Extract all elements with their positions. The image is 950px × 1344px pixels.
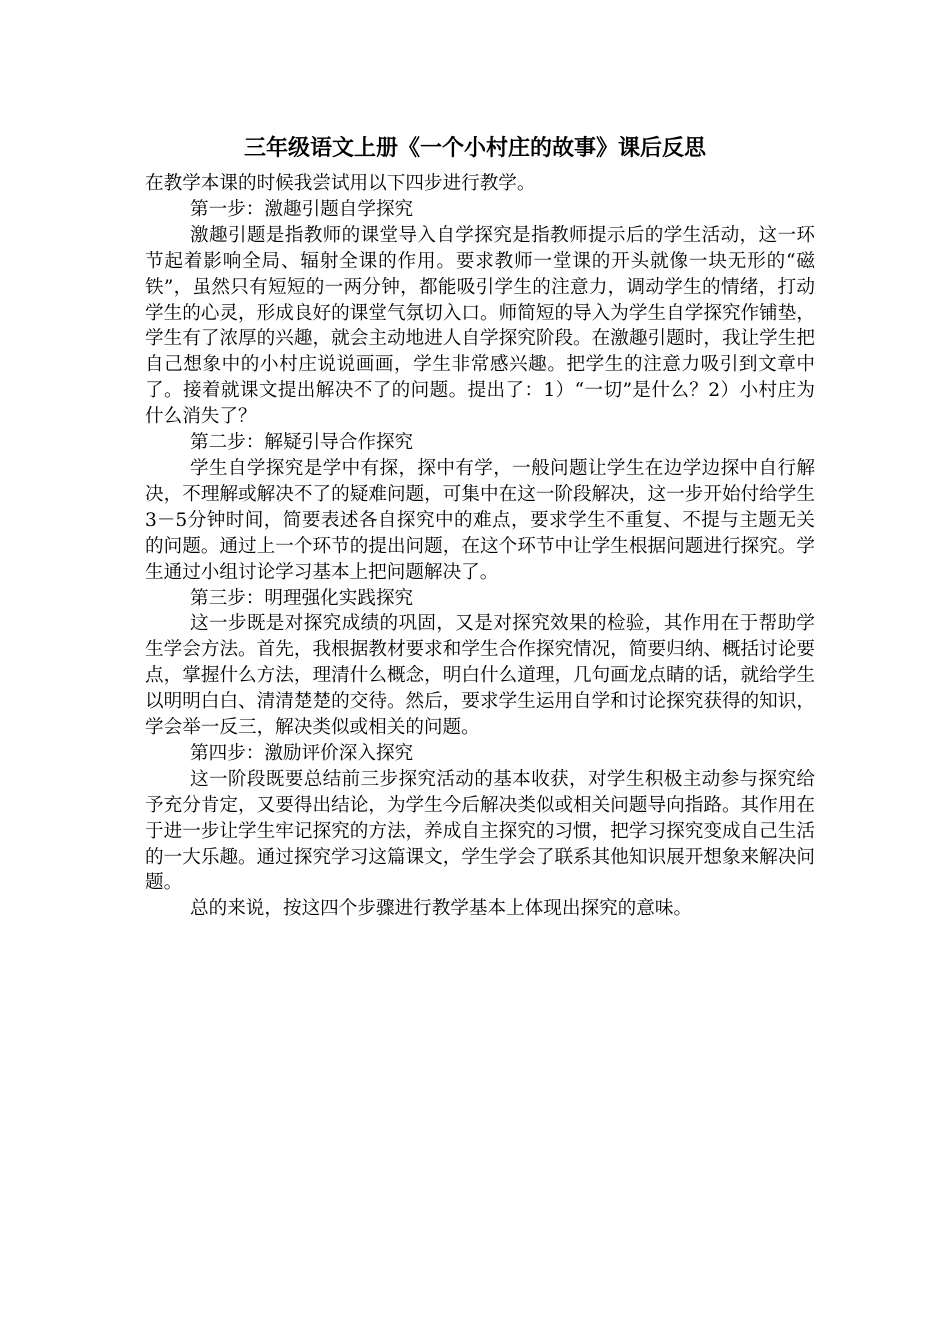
step-2-paragraph: 学生自学探究是学中有探，探中有学，一般问题让学生在边学边探中自行解决，不理解或解决不了的疑难问题，可集中在这一阶段解决，这一步开始付给学生3－5分钟时间，简要表述各自探究中的难点，要求学生不重复、不提与主题无关的问题。通过上一个环节的提出问题，在这个环节中让学生根据问题进行探究。学生通过小组讨论学习基本上把问题解决了。 [145,457,815,583]
document-title: 三年级语文上册《一个小村庄的故事》课后反思 [243,136,706,161]
intro-paragraph: 在教学本课的时候我尝试用以下四步进行教学。 [145,173,536,194]
step-4-heading: 第四步：激励评价深入探究 [190,742,414,764]
step-3-heading: 第三步：明理强化实践探究 [190,587,414,609]
conclusion-paragraph: 总的来说，按这四个步骤进行教学基本上体现出探究的意味。 [190,898,693,920]
step-4-paragraph: 这一阶段既要总结前三步探究活动的基本收获，对学生积极主动参与探究给予充分肯定，又要得出结论，为学生今后解决类似或相关问题导向指路。其作用在于进一步让学生牢记探究的方法，养成自主探究的习惯，把学习探究变成自己生活的一大乐趣。通过探究学习这篇课文，学生学会了联系其他知识展开想象来解决问题。 [145,768,815,894]
step-1-paragraph: 激趣引题是指教师的课堂导入自学探究是指教师提示后的学生活动，这一环节起着影响全局、辐射全课的作用。要求教师一堂课的开头就像一块无形的“磁铁”，虽然只有短短的一两分钟，都能吸引学生的注意力，调动学生的情绪，打动学生的心灵，形成良好的课堂气氛切入口。师简短的导入为学生自学探究作铺垫，学生有了浓厚的兴趣，就会主动地进人自学探究阶段。在激趣引题时，我让学生把自己想象中的小村庄说说画画，学生非常感兴趣。把学生的注意力吸引到文章中了。接着就课文提出解决不了的问题。提出了：1）“一切”是什么？2）小村庄为什么消失了？ [145,224,815,428]
step-1-heading: 第一步：激趣引题自学探究 [190,198,414,220]
document-body [145,171,815,922]
step-3-paragraph: 这一步既是对探究成绩的巩固，又是对探究效果的检验，其作用在于帮助学生学会方法。首先，我根据教材要求和学生合作探究情况，简要归纳、概括讨论要点，掌握什么方法，理清什么概念，明白什么道理，几句画龙点睛的话，就给学生以明明白白、清清楚楚的交待。然后，要求学生运用自学和讨论探究获得的知识，学会举一反三，解决类似或相关的问题。 [145,613,815,739]
step-2-heading: 第二步：解疑引导合作探究 [190,432,414,454]
